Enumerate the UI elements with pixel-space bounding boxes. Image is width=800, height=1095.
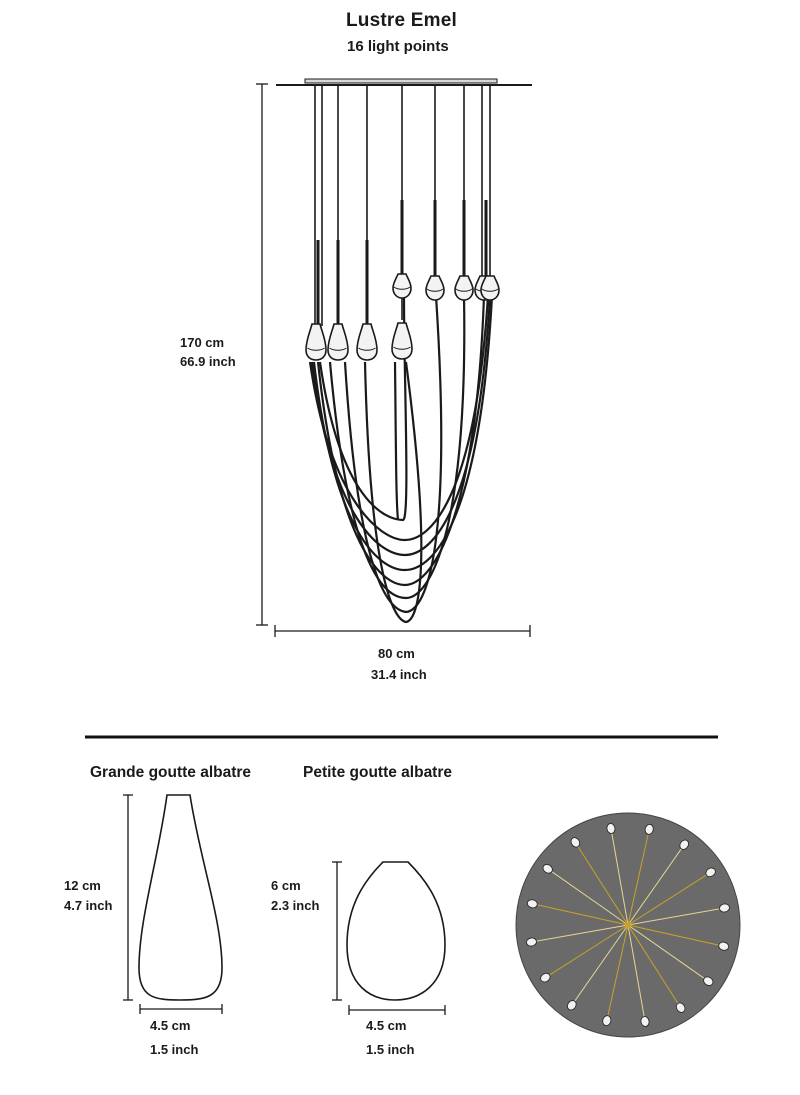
width-cm-label: 80 cm	[378, 646, 415, 661]
petite-goutte-label: Petite goutte albatre	[303, 764, 452, 781]
grande-height-cm-label: 12 cm	[64, 878, 101, 893]
top-view-hub	[625, 922, 631, 928]
grande-width-cm-label: 4.5 cm	[150, 1018, 191, 1033]
diagram-title: Lustre Emel	[346, 10, 457, 31]
grande-height-inch-label: 4.7 inch	[64, 898, 113, 913]
small-drop-2	[426, 276, 444, 300]
petite-height-inch-label: 2.3 inch	[271, 898, 320, 913]
petite-height-dimension	[332, 862, 342, 1000]
petite-width-cm-label: 4.5 cm	[366, 1018, 407, 1033]
petite-height-cm-label: 6 cm	[271, 878, 301, 893]
petite-width-inch-label: 1.5 inch	[366, 1042, 415, 1057]
small-drop-1	[393, 274, 411, 298]
large-drop-2	[328, 324, 348, 360]
grande-width-inch-label: 1.5 inch	[150, 1042, 199, 1057]
grande-goutte-label: Grande goutte albatre	[90, 764, 252, 781]
height-inch-label: 66.9 inch	[180, 354, 236, 369]
width-dimension-line	[275, 625, 530, 637]
canopy-top-view	[516, 813, 740, 1037]
petite-goutte-outline	[347, 862, 445, 1000]
grande-width-dimension	[140, 1004, 222, 1014]
large-drop-4	[392, 323, 412, 359]
height-cm-label: 170 cm	[180, 335, 225, 350]
grande-goutte-outline	[139, 795, 222, 1000]
small-drop-5	[481, 276, 499, 300]
height-dimension-line	[256, 84, 268, 625]
large-drop-1	[306, 324, 326, 360]
small-drop-3	[455, 276, 473, 300]
diagram-subtitle: 16 light points	[347, 38, 449, 55]
grande-height-dimension	[123, 795, 133, 1000]
width-inch-label: 31.4 inch	[371, 667, 427, 682]
ceiling-canopy	[276, 79, 532, 85]
large-drop-3	[357, 324, 377, 360]
petite-width-dimension	[349, 1005, 445, 1015]
